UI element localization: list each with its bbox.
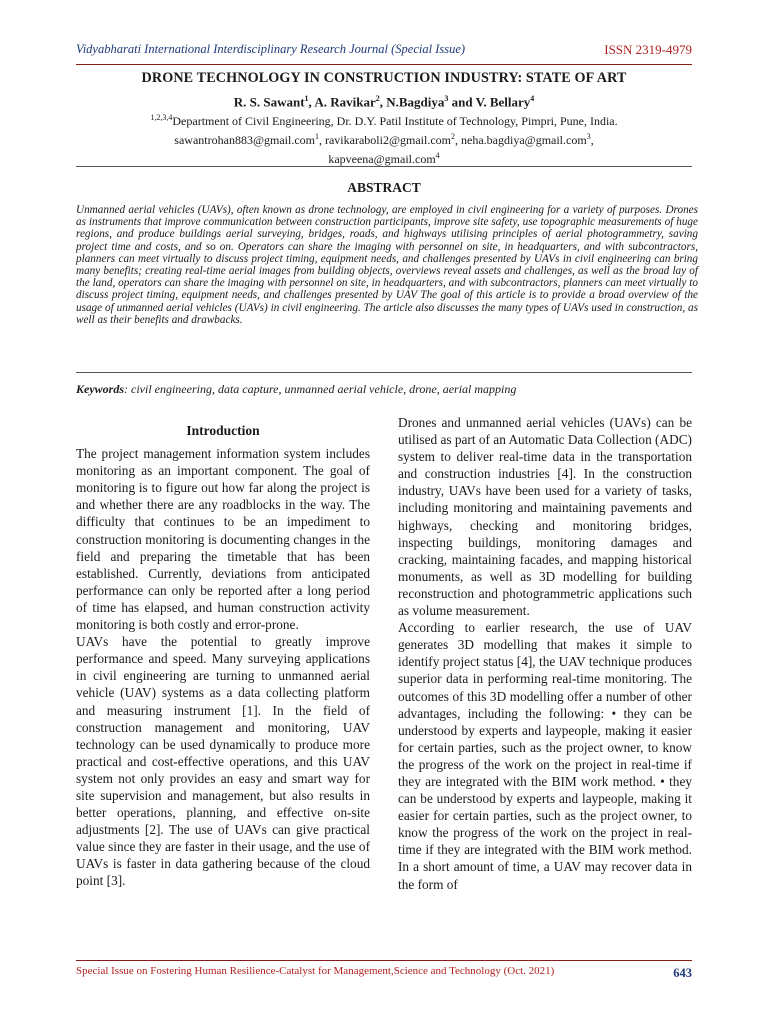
issn-number: ISSN 2319-4979: [604, 42, 692, 57]
section-heading: Introduction: [186, 423, 260, 438]
email-link[interactable]: , ravikaraboli2@gmail.com: [318, 133, 451, 147]
section-divider: [76, 372, 692, 373]
left-column: [76, 414, 370, 890]
paragraph: UAVs have the potential to greatly improve performance and speed. Many surveying applications in civil engineering are turning to unmanned aerial vehicle (UAV) systems as a data collecting platform and measuring instrument [1]. In the field of construction management and monitoring, UAV technology can be used dynamically to produce more practical and cost-effective operations, and this UAV system not only provides an easy and smart way for site supervision and management, but also results in better operations, planning, and effective on-site adjustments [2]. The use of UAVs can give practical value since they are faster in their usage, and the use of UAVs is faster in data gathering because of the cloud point [3].: [76, 634, 370, 889]
author-sup: 3: [444, 94, 449, 103]
right-column: [398, 414, 692, 893]
keywords-label: Keywords: [76, 382, 124, 396]
author-name: R. S. Sawant: [233, 94, 305, 110]
author-list: [76, 94, 692, 110]
journal-name: Vidyabharati International Interdisciplinary Research Journal (Special Issue): [76, 42, 466, 56]
page-number: 643: [673, 966, 692, 980]
affiliation-line: [76, 110, 692, 129]
email-line: [76, 148, 692, 167]
email-link[interactable]: kapveena@gmail.com: [328, 152, 436, 166]
department: Department of Civil Engineering, Dr. D.Y. Patil Institute of Technology, Pimpri, Pune, India.: [172, 114, 618, 128]
email-sup: 3: [586, 132, 591, 141]
running-header: [76, 40, 692, 65]
email-separator: ,: [590, 133, 594, 147]
keywords-line: [76, 382, 698, 397]
footer-text: Special Issue on Fostering Human Resilience-Catalyst for Management,Science and Technology (Oct. 2021): [76, 965, 555, 977]
email-sup: 2: [451, 132, 455, 141]
email-line: [76, 129, 692, 148]
email-link[interactable]: sawantrohan883@gmail.com: [174, 133, 315, 147]
author-sup: 4: [530, 94, 535, 103]
abstract-text: Unmanned aerial vehicles (UAVs), often known as drone technology, are employed in civil engineering for a variety of purposes. Drones as instruments that improve communication between construction participants, improve site safety, use topographic measurements of huge regions, and produce buildings aerial surveying, bridges, roads, and highways utilising principles of aerial photogrammetry, saving project time and costs, and so on. Operators can share the imaging with personnel on site, in headquarters, and with subcontractors, planners can meet virtually to discuss project timing, equipment needs, and challenges presented by UAVs in civil engineering can bring many benefits; creating real-time aerial images from building objects, overviews reveal assets and challenges, as well as the broad lay of the land, operators can share the imaging with personnel on site, in headquarters, and with subcontractors, planners can meet virtually to discuss project timing, equipment needs, and challenges presented by UAV The goal of this article is to provide a broad overview of the usage of unmanned aerial vehicles (UAVs) in civil engineering. The article also discusses the many types of UAVs used in construction, as well as their benefits and drawbacks.: [76, 204, 698, 326]
paragraph: Drones and unmanned aerial vehicles (UAVs) can be utilised as part of an Automatic Data Collection (ADC) system to deliver real-time data in the transportation and construction industries [4]. In the construction industry, UAVs have been used for a variety of tasks, including monitoring and maintaining pavements and highways, checking and monitoring bridges, inspecting buildings, monitoring damages and cracking, maintaining facades, and mapping historical monuments, as well as 3D modelling for building reconstruction and photogrammetric applications such as volume measurement.: [398, 415, 692, 619]
email-sup: 4: [435, 151, 440, 160]
author-name: , A. Ravikar: [308, 94, 376, 110]
email-sup: 1: [314, 132, 319, 141]
paragraph: According to earlier research, the use of UAV generates 3D modelling that makes it simple to identify project status [4], the UAV technique produces superior data in performing real-time monitoring. The outcomes of this 3D modelling offer a number of other advantages, including the following: • they can be understood by experts and laypeople, making it easier for certain parties, such as the project owner, to know the progress of the work on the project in real-time if they are integrated with the BIM work method. • they can be understood by experts and laypeople, making it easier for certain parties, such as the project owner, to know the progress of the work on the project in real-time if they are integrated with the BIM work method. In a short amount of time, a UAV may recover data in the form of: [398, 620, 692, 892]
affiliation-block: [76, 110, 692, 167]
author-sup: 1: [304, 94, 309, 103]
affiliation-sup: 1,2,3,4: [150, 113, 173, 122]
section-divider: [76, 166, 692, 167]
author-sup: 2: [375, 94, 380, 103]
author-name: and V. Bellary: [448, 94, 531, 110]
paragraph: The project management information system includes monitoring as an important component. The goal of monitoring is to figure out how far along the project is and whether there are any roadblocks in the way. The difficulty that continues to be an impediment to construction monitoring is documenting changes in the field and preparing the timetable that has been established. Currently, deviations from anticipated performance can only be reported after a long period of time has elapsed, and human construction activity monitoring is both costly and error-prone.: [76, 446, 370, 633]
paper-title: DRONE TECHNOLOGY IN CONSTRUCTION INDUSTRY: STATE OF ART: [141, 70, 627, 86]
author-name: , N.Bagdiya: [379, 94, 445, 110]
abstract-heading: ABSTRACT: [347, 180, 421, 195]
keywords-text: : civil engineering, data capture, unmanned aerial vehicle, drone, aerial mapping: [124, 382, 517, 396]
running-footer: [76, 960, 692, 987]
email-link[interactable]: , neha.bagdiya@gmail.com: [455, 133, 587, 147]
